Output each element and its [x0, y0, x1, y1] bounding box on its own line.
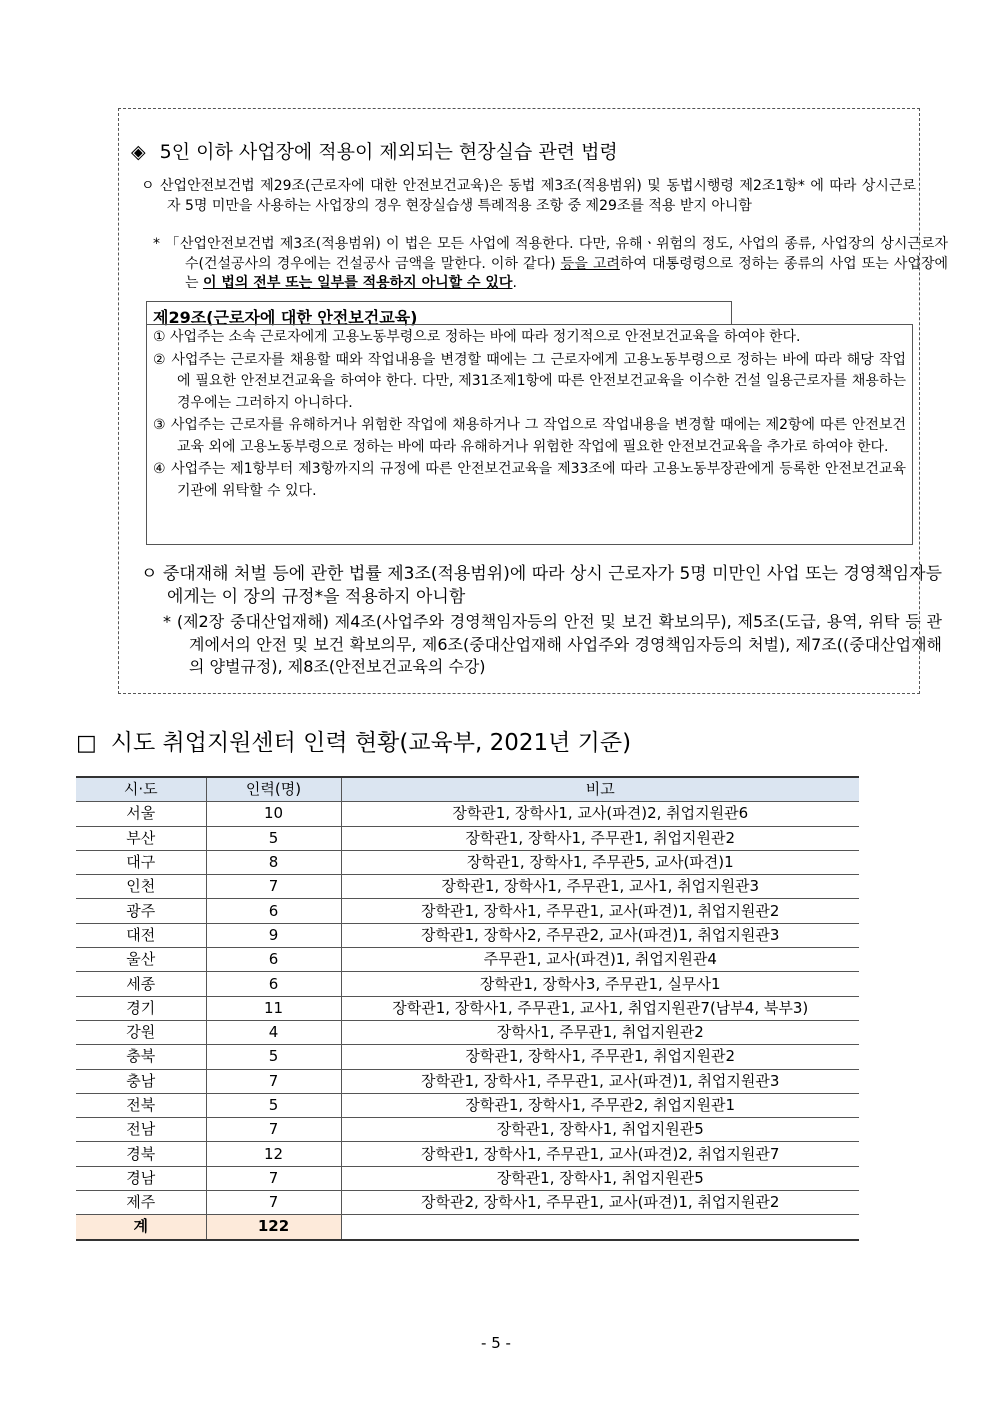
- para1-text: ㅇ 산업안전보건법 제29조(근로자에 대한 안전보건교육)은 동법 제3조(적용범위) 및 동법시행령 제2조1항* 에 따라 상시근로자 5명 미만을 사용하는 사업장의 경우 현장실습생 특례적용 조항 중 제29조를 적용 받지 아니함: [141, 178, 916, 214]
- article-item: ① 사업주는 소속 근로자에게 고용노동부령으로 정하는 바에 따라 정기적으로 안전보건교육을 하여야 한다.: [153, 329, 801, 345]
- note1-end: .: [512, 275, 517, 291]
- staff-cell: 6: [206, 948, 341, 972]
- table-header-row: [76, 777, 859, 802]
- note-cell: 장학관1, 장학사1, 교사(파견)2, 취업지원관6: [341, 802, 859, 826]
- staff-cell: 7: [206, 1118, 341, 1142]
- region-cell: 경기: [76, 996, 206, 1020]
- staff-cell: 6: [206, 899, 341, 923]
- note-chapter2: * (제2장 중대산업재해) 제4조(사업주와 경영책임자등의 안전 및 보건 확보의무), 제5조(도급, 용역, 위탁 등 관계에서의 안전 및 보건 확보의무, 제6조(중대산업재해 사업주와 경영책임자등의 처벌), 제7조((중대산업재해의 양벌규정), 제8조(안전보건교육의 수강): [163, 612, 942, 676]
- table-row: [76, 1069, 859, 1093]
- staff-cell: 4: [206, 1020, 341, 1044]
- table-row: [76, 1118, 859, 1142]
- region-cell: 대구: [76, 850, 206, 874]
- staff-cell: 5: [206, 826, 341, 850]
- section-title: 시도 취업지원센터 인력 현황(교육부, 2021년 기준): [110, 730, 632, 756]
- note-cell: 장학관1, 장학사1, 주무관2, 취업지원관1: [341, 1093, 859, 1117]
- note-cell: 장학관1, 장학사1, 주무관1, 교사1, 취업지원관3: [341, 875, 859, 899]
- staff-cell: 5: [206, 1045, 341, 1069]
- note-cell: 장학관1, 장학사1, 주무관1, 교사(파견)1, 취업지원관3: [341, 1069, 859, 1093]
- note-article3: [153, 235, 948, 294]
- table-row: [76, 996, 859, 1020]
- note-cell: 장학관1, 장학사1, 주무관1, 교사(파견)2, 취업지원관7: [341, 1142, 859, 1166]
- staff-cell: 7: [206, 1166, 341, 1190]
- staff-cell: 12: [206, 1142, 341, 1166]
- law-info-box: [118, 108, 949, 694]
- table-row: [76, 875, 859, 899]
- table-row: [76, 1020, 859, 1044]
- table-row: [76, 1045, 859, 1069]
- staff-cell: 7: [206, 1191, 341, 1215]
- staff-cell: 7: [206, 1069, 341, 1093]
- note-cell: 장학관1, 장학사1, 주무관1, 교사(파견)1, 취업지원관2: [341, 899, 859, 923]
- para-serious-accident: ㅇ 중대재해 처벌 등에 관한 법률 제3조(적용범위)에 따라 상시 근로자가 5명 미만인 사업 또는 경영책임자등에게는 이 장의 규정*을 적용하지 아니함: [141, 564, 942, 607]
- staff-cell: 5: [206, 1093, 341, 1117]
- staff-cell: 11: [206, 996, 341, 1020]
- total-label-cell: 계: [76, 1215, 206, 1240]
- staff-cell: 8: [206, 850, 341, 874]
- table-row: [76, 1142, 859, 1166]
- table-row: [76, 826, 859, 850]
- article29-body: [146, 324, 913, 545]
- article-item: ③ 사업주는 근로자를 유해하거나 위험한 작업에 채용하거나 그 작업으로 작업내용을 변경할 때에는 제2항에 따른 안전보건교육 외에 고용노동부령으로 정하는 바에 따라 유해하거나 위험한 작업에 필요한 안전보건교육을 추가로 하여야 한다.: [153, 417, 906, 455]
- region-cell: 부산: [76, 826, 206, 850]
- note-cell: 주무관1, 교사(파견)1, 취업지원관4: [341, 948, 859, 972]
- diamond-bullet-icon: ◈: [131, 141, 146, 163]
- article-item: ② 사업주는 근로자를 채용할 때와 작업내용을 변경할 때에는 그 근로자에게 고용노동부령으로 정하는 바에 따라 해당 작업에 필요한 안전보건교육을 하여야 한다. 다만, 제31조제1항에 따른 안전보건교육을 이수한 건설 일용근로자를 채용하는 경우에는 그러하지 아니하다.: [153, 351, 906, 411]
- region-cell: 충남: [76, 1069, 206, 1093]
- note-cell: 장학관2, 장학사1, 주무관1, 교사(파견)1, 취업지원관2: [341, 1191, 859, 1215]
- col-header-staff: 인력(명): [206, 777, 341, 802]
- article-item: ④ 사업주는 제1항부터 제3항까지의 규정에 따른 안전보건교육을 제33조에 따라 고용노동부장관에게 등록한 안전보건교육기관에 위탁할 수 있다.: [153, 461, 906, 499]
- region-cell: 서울: [76, 802, 206, 826]
- staff-table: [76, 776, 859, 1241]
- note-cell: 장학관1, 장학사1, 주무관1, 교사1, 취업지원관7(남부4, 북부3): [341, 996, 859, 1020]
- staff-cell: 7: [206, 875, 341, 899]
- table-row: [76, 850, 859, 874]
- box-title: [131, 137, 618, 164]
- note-cell: 장학관1, 장학사3, 주무관1, 실무사1: [341, 972, 859, 996]
- note1-underline-1: 등을 고려: [560, 255, 620, 272]
- note-cell: 장학관1, 장학사1, 주무관1, 취업지원관2: [341, 826, 859, 850]
- staff-cell: 9: [206, 923, 341, 947]
- table-row: [76, 802, 859, 826]
- table-row: [76, 1191, 859, 1215]
- note-cell: 장학관1, 장학사1, 취업지원관5: [341, 1118, 859, 1142]
- para-industrial-safety: [141, 177, 916, 216]
- note-cell: 장학관1, 장학사2, 주무관2, 교사(파견)1, 취업지원관3: [341, 923, 859, 947]
- region-cell: 전남: [76, 1118, 206, 1142]
- box-title-text: 5인 이하 사업장에 적용이 제외되는 현장실습 관련 법령: [159, 141, 618, 163]
- staff-cell: 6: [206, 972, 341, 996]
- region-cell: 경남: [76, 1166, 206, 1190]
- region-cell: 제주: [76, 1191, 206, 1215]
- table-row: [76, 972, 859, 996]
- note-cell: 장학사1, 주무관1, 취업지원관2: [341, 1020, 859, 1044]
- table-row: [76, 1093, 859, 1117]
- note-cell: 장학관1, 장학사1, 주무관1, 취업지원관2: [341, 1045, 859, 1069]
- region-cell: 인천: [76, 875, 206, 899]
- total-staff-cell: 122: [206, 1215, 341, 1240]
- table-row: [76, 1166, 859, 1190]
- staff-cell: 10: [206, 802, 341, 826]
- table-row: [76, 923, 859, 947]
- region-cell: 충북: [76, 1045, 206, 1069]
- note1-underline-2: 이 법의 전부 또는 일부를 적용하지 아니할 수 있다: [202, 275, 513, 291]
- region-cell: 울산: [76, 948, 206, 972]
- note-cell: 장학관1, 장학사1, 취업지원관5: [341, 1166, 859, 1190]
- region-cell: 대전: [76, 923, 206, 947]
- region-cell: 전북: [76, 1093, 206, 1117]
- square-bullet-icon: □: [76, 731, 97, 756]
- total-note-cell: [341, 1215, 859, 1240]
- article29-title: 제29조(근로자에 대한 안전보건교육): [146, 301, 732, 325]
- region-cell: 강원: [76, 1020, 206, 1044]
- region-cell: 경북: [76, 1142, 206, 1166]
- col-header-region: 시·도: [76, 777, 206, 802]
- section-heading: [76, 724, 631, 757]
- page-number: - 5 -: [481, 1334, 511, 1352]
- table-total-row: [76, 1215, 859, 1240]
- note1-part-a: * 「산업안전보건법 제3조(적용범위) 이 법은 모든 사업에 적용한다. 다만, 유해ㆍ위험의 정도, 사업의 종류, 사업장의 상시근로자 수(건설공사의 경우에는 건설공사 금액을 말한다. 이하 같다): [153, 236, 948, 272]
- note-cell: 장학관1, 장학사1, 주무관5, 교사(파견)1: [341, 850, 859, 874]
- region-cell: 광주: [76, 899, 206, 923]
- note1-part-b: 하여 대통령령으로 정하는 종류의 사업 또는 사업장에는: [185, 255, 949, 291]
- col-header-note: 비고: [341, 777, 859, 802]
- table-row: [76, 899, 859, 923]
- region-cell: 세종: [76, 972, 206, 996]
- table-row: [76, 948, 859, 972]
